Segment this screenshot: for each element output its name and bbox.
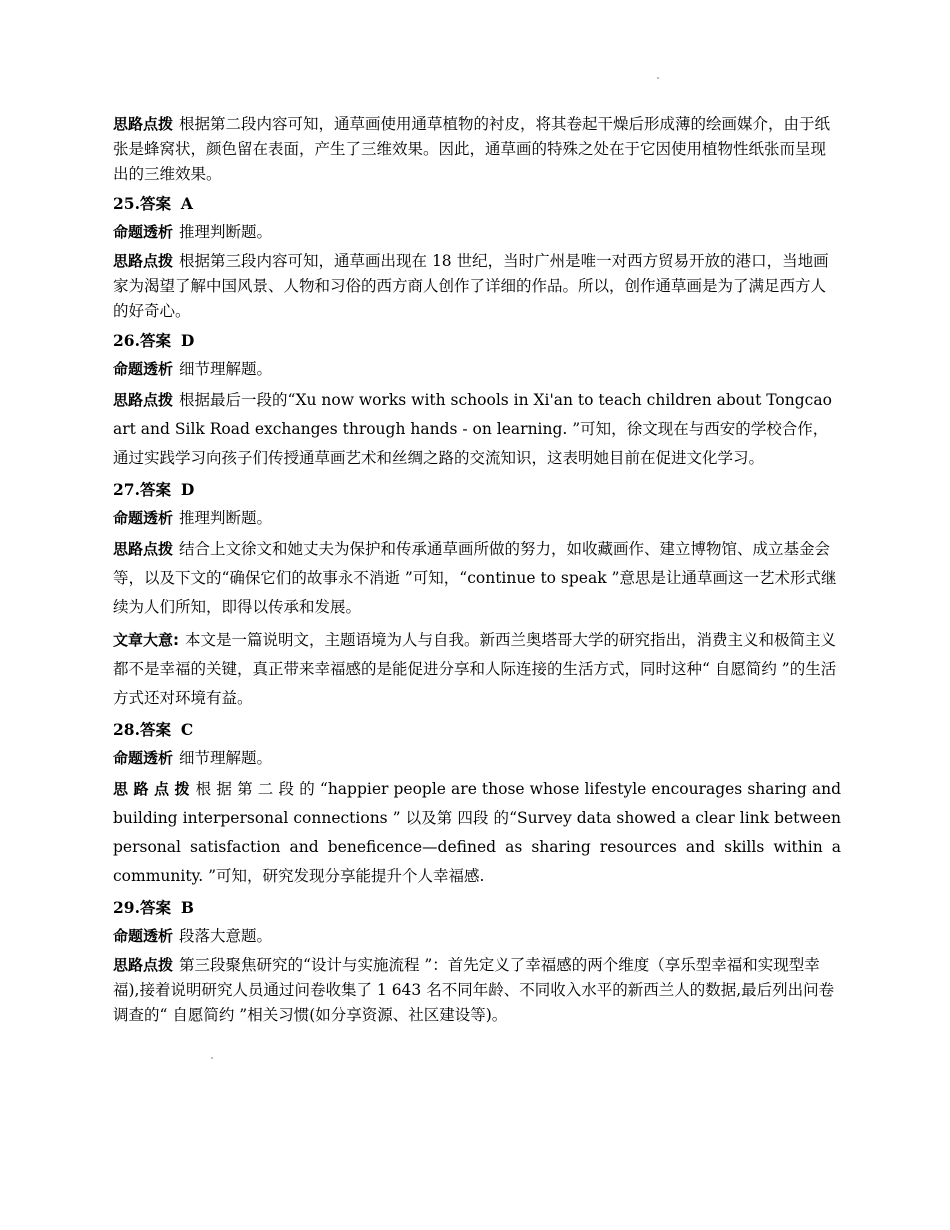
section-text: 细节理解题。: [179, 360, 273, 378]
answer-explanation-page: [113, 112, 841, 1028]
section-text: 根据第三段内容可知，通草画出现在 18 世纪，当时广州是唯一对西方贸易开放的港口，当地画家为渴望了解中国风景、人物和习俗的西方商人创作了详细的作品。所以，创作通草画是为了满足西方人的好奇心。: [113, 252, 829, 320]
section-label: 文章大意:: [113, 631, 179, 649]
analysis-28: [113, 775, 841, 891]
answer-value: C: [180, 720, 194, 739]
answer-label: 答案: [139, 720, 171, 739]
analysis-29: [113, 953, 841, 1028]
question-number: 28.: [113, 720, 140, 739]
answer-label: 答案: [139, 898, 171, 917]
scan-speck-top: [657, 77, 659, 79]
section-label: 思路点拨: [113, 956, 174, 974]
answer-27: [113, 477, 841, 503]
question-number: 29.: [113, 898, 140, 917]
answer-value: D: [180, 331, 195, 350]
answer-28: [113, 717, 841, 743]
section-label: 思路点拨: [113, 391, 174, 409]
section-text: 细节理解题。: [179, 749, 273, 767]
passage-summary: [113, 626, 841, 713]
section-text: 结合上文徐文和她丈夫为保护和传承通草画所做的努力，如收藏画作、建立博物馆、成立基金会等，以及下文的“确保它们的故事永不消逝 ”可知，“continue to speak ”意思是让通草画这一艺术形式继续为人们所知，即得以传承和发展。: [113, 540, 837, 616]
answer-value: B: [180, 898, 194, 917]
answer-label: 答案: [139, 194, 171, 213]
question-number: 27.: [113, 480, 140, 499]
question-number: 25.: [113, 194, 140, 213]
question-number: 26.: [113, 331, 140, 350]
question-type-29: [113, 924, 841, 949]
answer-26: [113, 328, 841, 354]
section-text: 根据最后一段的“Xu now works with schools in Xi'an to teach children about Tongcao art and Silk Road exchanges through hands - on learning. ”可知，徐文现在与西安的学校合作，通过实践学习向孩子们传授通草画艺术和丝绸之路的交流知识，这表明她目前在促进文化学习。: [113, 391, 832, 467]
section-text: 段落大意题。: [179, 927, 273, 945]
section-label: 思路点拨: [113, 540, 174, 558]
question-type-27: [113, 506, 841, 531]
section-label: 思路点拨: [113, 115, 174, 133]
section-label: 思 路 点 拨: [113, 780, 190, 798]
section-text: 推理判断题。: [179, 223, 273, 241]
section-text: 根 据 第 二 段 的 “happier people are those whose lifestyle encourages sharing and building interpersonal connections ” 以及第 四段 的“Survey data showed a clear link between personal satisfaction and beneficence—defined as sharing resources and skills within a community. ”可知，研究发现分享能提升个人幸福感.: [113, 780, 841, 885]
answer-25: [113, 191, 841, 217]
section-label: 命题透析: [113, 927, 174, 945]
section-text: 根据第二段内容可知，通草画使用通草植物的衬皮，将其卷起干燥后形成薄的绘画媒介，由于纸张是蜂窝状，颜色留在表面，产生了三维效果。因此，通草画的特殊之处在于它因使用植物性纸张而呈现出的三维效果。: [113, 115, 831, 183]
question-type-25: [113, 220, 841, 245]
analysis-27: [113, 535, 841, 622]
answer-label: 答案: [139, 480, 171, 499]
answer-29: [113, 895, 841, 921]
answer-value: A: [180, 194, 193, 213]
section-label: 命题透析: [113, 749, 174, 767]
analysis-24: [113, 112, 841, 187]
section-label: 命题透析: [113, 360, 174, 378]
scan-speck-bottom: [211, 1057, 213, 1059]
section-text: 推理判断题。: [179, 509, 273, 527]
section-label: 命题透析: [113, 223, 174, 241]
analysis-25: [113, 249, 841, 324]
answer-label: 答案: [139, 331, 171, 350]
section-label: 命题透析: [113, 509, 174, 527]
question-type-26: [113, 357, 841, 382]
question-type-28: [113, 746, 841, 771]
answer-value: D: [180, 480, 195, 499]
section-text: 本文是一篇说明文，主题语境为人与自我。新西兰奥塔哥大学的研究指出，消费主义和极简主义都不是幸福的关键，真正带来幸福感的是能促进分享和人际连接的生活方式，同时这种“ 自愿简约 ”的生活方式还对环境有益。: [113, 631, 837, 707]
section-text: 第三段聚焦研究的“设计与实施流程 ”：首先定义了幸福感的两个维度（享乐型幸福和实现型幸福),接着说明研究人员通过问卷收集了 1 643 名不同年龄、不同收入水平的新西兰人的数据,最后列出问卷调查的“ 自愿简约 ”相关习惯(如分享资源、社区建设等)。: [113, 956, 835, 1024]
analysis-26: [113, 386, 841, 473]
section-label: 思路点拨: [113, 252, 174, 270]
